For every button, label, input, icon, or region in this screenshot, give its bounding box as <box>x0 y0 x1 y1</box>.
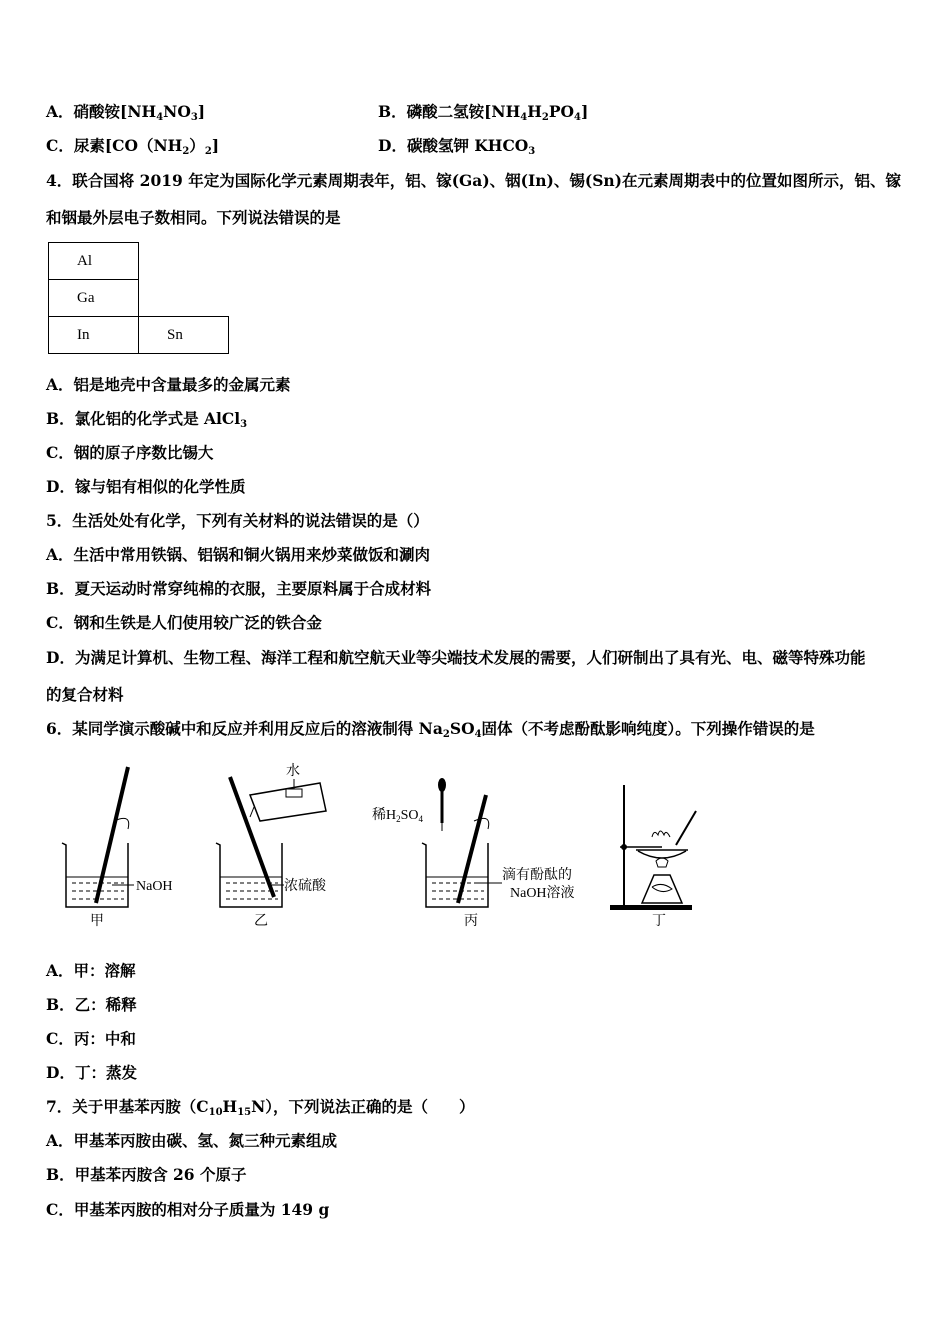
q4-option-b: B．氯化铝的化学式是 AlCl$_3$ <box>46 409 248 430</box>
q3-option-c: C．尿素$[CO(NH_2)_2]$ <box>46 136 220 157</box>
q4-option-a: A．铝是地壳中含量最多的金属元素 <box>46 375 291 394</box>
q5-option-b: B．夏天运动时常穿纯棉的衣服，主要原料属于合成材料 <box>46 579 432 598</box>
cell-ga: Ga <box>48 279 139 317</box>
q6-option-d: D．丁：蒸发 <box>46 1063 137 1082</box>
label-bing: 丙 <box>464 914 478 929</box>
q4-option-c: C．铟的原子序数比锡大 <box>46 443 214 462</box>
q5-option-a: A．生活中常用铁锅、铝锅和铜火锅用来炒菜做饭和涮肉 <box>46 545 431 564</box>
figure-ding <box>610 785 696 929</box>
q5-option-c: C．钢和生铁是人们使用较广泛的铁合金 <box>46 613 322 632</box>
q7-stem: 7．关于甲基苯丙胺$(C_{10}H_{15}N)$，下列说法正确的是（ ） <box>46 1097 475 1118</box>
cell-in: In <box>48 316 139 354</box>
label-ding: 丁 <box>652 914 666 929</box>
q7-option-a: A．甲基苯丙胺由碳、氢、氮三种元素组成 <box>46 1131 338 1150</box>
figure-bing <box>372 778 575 929</box>
q3-option-a: A．硝酸铵$[NH_4NO_3]$ <box>46 102 206 123</box>
cell-al: Al <box>48 242 139 280</box>
label-phenol-line2: NaOH溶液 <box>510 886 575 901</box>
q6-stem: 6．某同学演示酸碱中和反应并利用反应后的溶液制得 $Na_2SO_4$固体（不考虑酚酞影响纯度）。下列操作错误的是 <box>46 719 815 740</box>
label-jia: 甲 <box>90 914 104 929</box>
q4-stem-line1: 4．联合国将 2019 年定为国际化学元素周期表年，铝、镓(Ga)、铟(In)、锡(Sn)在元素周期表中的位置如图所示，铝、镓 <box>46 171 901 190</box>
q5-option-d-line2: 的复合材料 <box>46 685 124 704</box>
q6-option-a: A．甲：溶解 <box>46 961 136 980</box>
label-dilute-acid: 稀$H_2SO_4$ <box>372 808 424 824</box>
q7-option-b: B．甲基苯丙胺含 26 个原子 <box>46 1165 247 1184</box>
cell-sn: Sn <box>138 316 229 354</box>
q4-option-d: D．镓与铝有相似的化学性质 <box>46 477 246 496</box>
label-yi: 乙 <box>254 914 268 929</box>
label-phenol-line1: 滴有酚酞的 <box>502 868 572 883</box>
label-conc-acid: 浓硫酸 <box>284 879 326 894</box>
q5-stem: 5．生活处处有化学，下列有关材料的说法错误的是（） <box>46 511 429 530</box>
label-water: 水 <box>286 764 300 779</box>
q6-option-c: C．丙：中和 <box>46 1029 136 1048</box>
q4-stem-line2: 和铟最外层电子数相同。下列说法错误的是 <box>46 208 341 227</box>
figure-jia <box>62 767 173 929</box>
q3-option-d: D．碳酸氢钾 $KHCO_3$ <box>378 136 536 157</box>
q3-option-b: B．磷酸二氢铵$[NH_4H_2PO_4]$ <box>378 102 589 123</box>
lab-operations-figure <box>40 755 710 935</box>
q5-option-d-line1: D．为满足计算机、生物工程、海洋工程和航空航天业等尖端技术发展的需要，人们研制出了具有光、电、磁等特殊功能 <box>46 648 866 667</box>
label-naoh: NaOH <box>136 879 173 894</box>
figure-yi <box>216 762 327 929</box>
q7-option-c: C．甲基苯丙胺的相对分子质量为 149 g <box>46 1200 330 1219</box>
q6-option-b: B．乙：稀释 <box>46 995 137 1014</box>
